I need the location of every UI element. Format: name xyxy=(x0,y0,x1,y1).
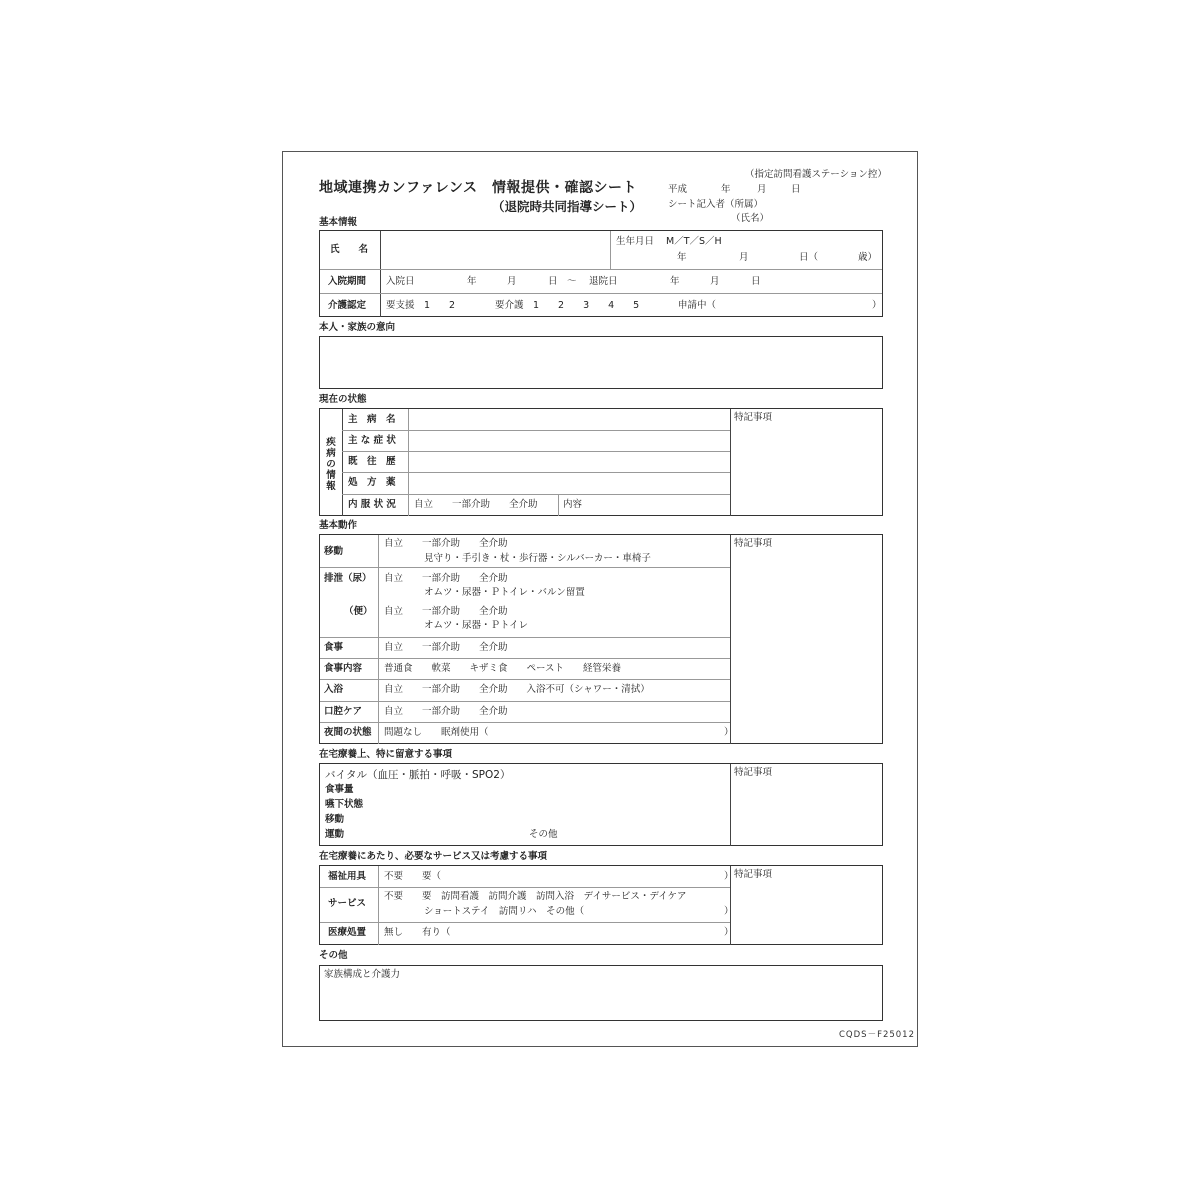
form-sheet xyxy=(282,151,918,1047)
birth-label: 生年月日 xyxy=(616,236,655,247)
basic-info-heading: 基本情報 xyxy=(319,217,358,228)
birth-eras: M／T／S／H xyxy=(666,236,722,247)
age-label: 歳） xyxy=(858,252,878,263)
name-label: 氏 名 xyxy=(330,244,369,255)
basic-info-table: 氏 名 生年月日 M／T／S／H 年 月 日（ 歳） 入院期間 入院日 年 月 日 ～ 退院日 年 月 日 介護認定 要支援 1 2 要介護 1 2 3 4 5 申請中（ ） xyxy=(319,230,883,317)
other-box[interactable] xyxy=(319,965,883,1021)
home-care-table: バイタル（血圧・脈拍・呼吸・SPO2） 食事量 嚥下状態 移動 運動 その他 特記事項 xyxy=(319,763,883,846)
services-notes-label: 特記事項 xyxy=(734,869,773,880)
adl-table: 移動 自立 一部介助 全介助 見守り・手引き・杖・歩行器・シルバーカー・車椅子 排泄（尿） 自立 一部介助 全介助 オムツ・尿器・Ｐトイレ・バルン留置 （便） 自立 一部介助 全介助 オムツ・尿器・Ｐトイレ 食事 自立 一部介助 全介助 食事内容 普通食 軟菜 キザミ食 ペースト 経管栄養 入浴 自立 一部介助 全介助 入浴不可（シャワー・清拭） 口腔ケア 自立 一部介助 全介助 夜間の状態 問題なし 眠剤使用（ ） 特記事項 xyxy=(319,534,883,744)
services-heading: 在宅療養にあたり、必要なサービス又は考慮する事項 xyxy=(319,851,548,862)
writer-name-label: （氏名） xyxy=(731,213,770,224)
era-label: 平成 xyxy=(668,184,688,195)
disease-info-side-label: 疾病の情報 xyxy=(326,437,336,492)
current-heading: 現在の状態 xyxy=(319,394,367,405)
month-label: 月 xyxy=(757,184,767,195)
writer-label: シート記入者（所属） xyxy=(668,199,764,210)
intent-box[interactable] xyxy=(319,336,883,389)
home-care-heading: 在宅療養上、特に留意する事項 xyxy=(319,749,453,760)
day-label: 日 xyxy=(791,184,801,195)
intent-heading: 本人・家族の意向 xyxy=(319,322,396,333)
adl-heading: 基本動作 xyxy=(319,520,358,531)
admission-label: 入院期間 xyxy=(328,276,367,287)
services-table: 福祉用具 不要 要（ ） サービス 不要 要 訪問看護 訪問介護 訪問入浴 デイサービス・デイケア ショートステイ 訪問リハ その他（ ） 医療処置 無し 有り（ ） 特記事項 xyxy=(319,865,883,945)
adl-notes-label: 特記事項 xyxy=(734,538,773,549)
station-note: （指定訪問看護ステーション控） xyxy=(745,169,887,180)
other-heading: その他 xyxy=(319,950,348,961)
form-subtitle: （退院時共同指導シート） xyxy=(492,199,643,214)
form-code: CQDS－F25012 xyxy=(839,1030,915,1040)
care-level-label: 介護認定 xyxy=(328,300,367,311)
form-title: 地域連携カンファレンス 情報提供・確認シート xyxy=(319,180,637,196)
year-label: 年 xyxy=(721,184,731,195)
family-label: 家族構成と介護力 xyxy=(324,969,401,980)
current-notes-label: 特記事項 xyxy=(734,412,773,423)
home-care-notes-label: 特記事項 xyxy=(734,767,773,778)
current-table: 疾病の情報 主 病 名 主 な 症 状 既 往 歴 処 方 薬 内 服 状 況 自立 一部介助 全介助 内容 特記事項 xyxy=(319,408,883,516)
